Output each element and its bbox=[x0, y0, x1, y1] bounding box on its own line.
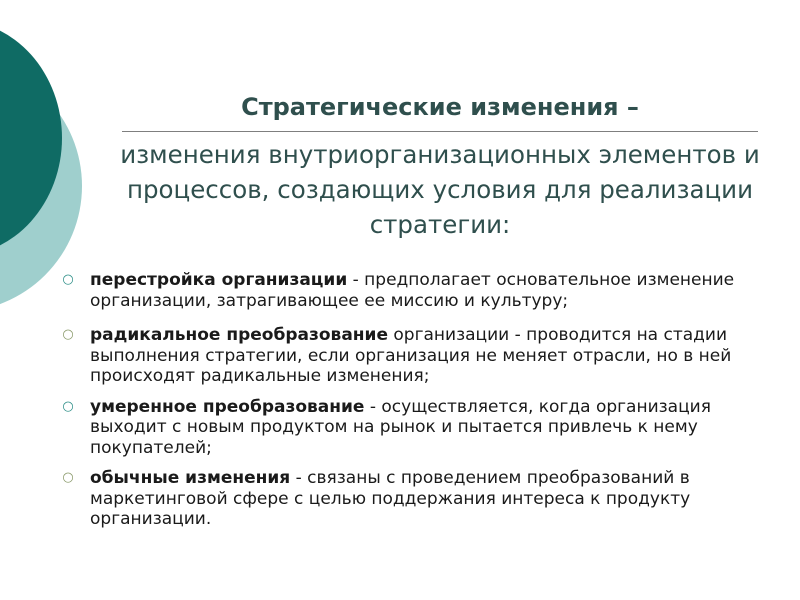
bullet-circle-icon: ○ bbox=[62, 272, 74, 287]
bullet-circle-icon: ○ bbox=[62, 327, 74, 342]
bullet-term: радикальное преобразование bbox=[90, 325, 388, 345]
bullet-circle-icon: ○ bbox=[62, 470, 74, 485]
bullet-circle-icon: ○ bbox=[62, 398, 74, 414]
bullet-item bbox=[58, 468, 778, 530]
title-divider bbox=[122, 131, 758, 132]
title-heading: Стратегические изменения – bbox=[241, 93, 639, 121]
bullet-term: перестройка организации bbox=[90, 270, 348, 290]
slide-title bbox=[100, 88, 780, 126]
bullet-description: - осуществляется, когда организация выходит с новым продуктом на рынок и пытается привлечь к нему покупателей; bbox=[90, 396, 711, 458]
bullet-item bbox=[58, 397, 778, 459]
bullet-description: - связаны с проведением преобразований в маркетинговой сфере с целью поддержания интереса к продукту организации. bbox=[90, 468, 691, 529]
bullet-item bbox=[58, 270, 778, 311]
bullet-item bbox=[58, 325, 778, 387]
bullet-description: организации - проводится на стадии выполнения стратегии, если организация не меняет отрасли, но в ней происходят радикальные изменения; bbox=[90, 325, 732, 386]
bullet-description: - предполагает основательное изменение организации, затрагивающее ее миссию и культуру; bbox=[90, 270, 735, 311]
bullet-term: обычные изменения bbox=[90, 468, 291, 488]
bullet-list bbox=[58, 270, 778, 536]
bullet-term: умеренное преобразование bbox=[90, 396, 365, 417]
title-definition: изменения внутриорганизационных элементов и процессов, создающих условия для реализации стратегии: bbox=[120, 140, 760, 239]
